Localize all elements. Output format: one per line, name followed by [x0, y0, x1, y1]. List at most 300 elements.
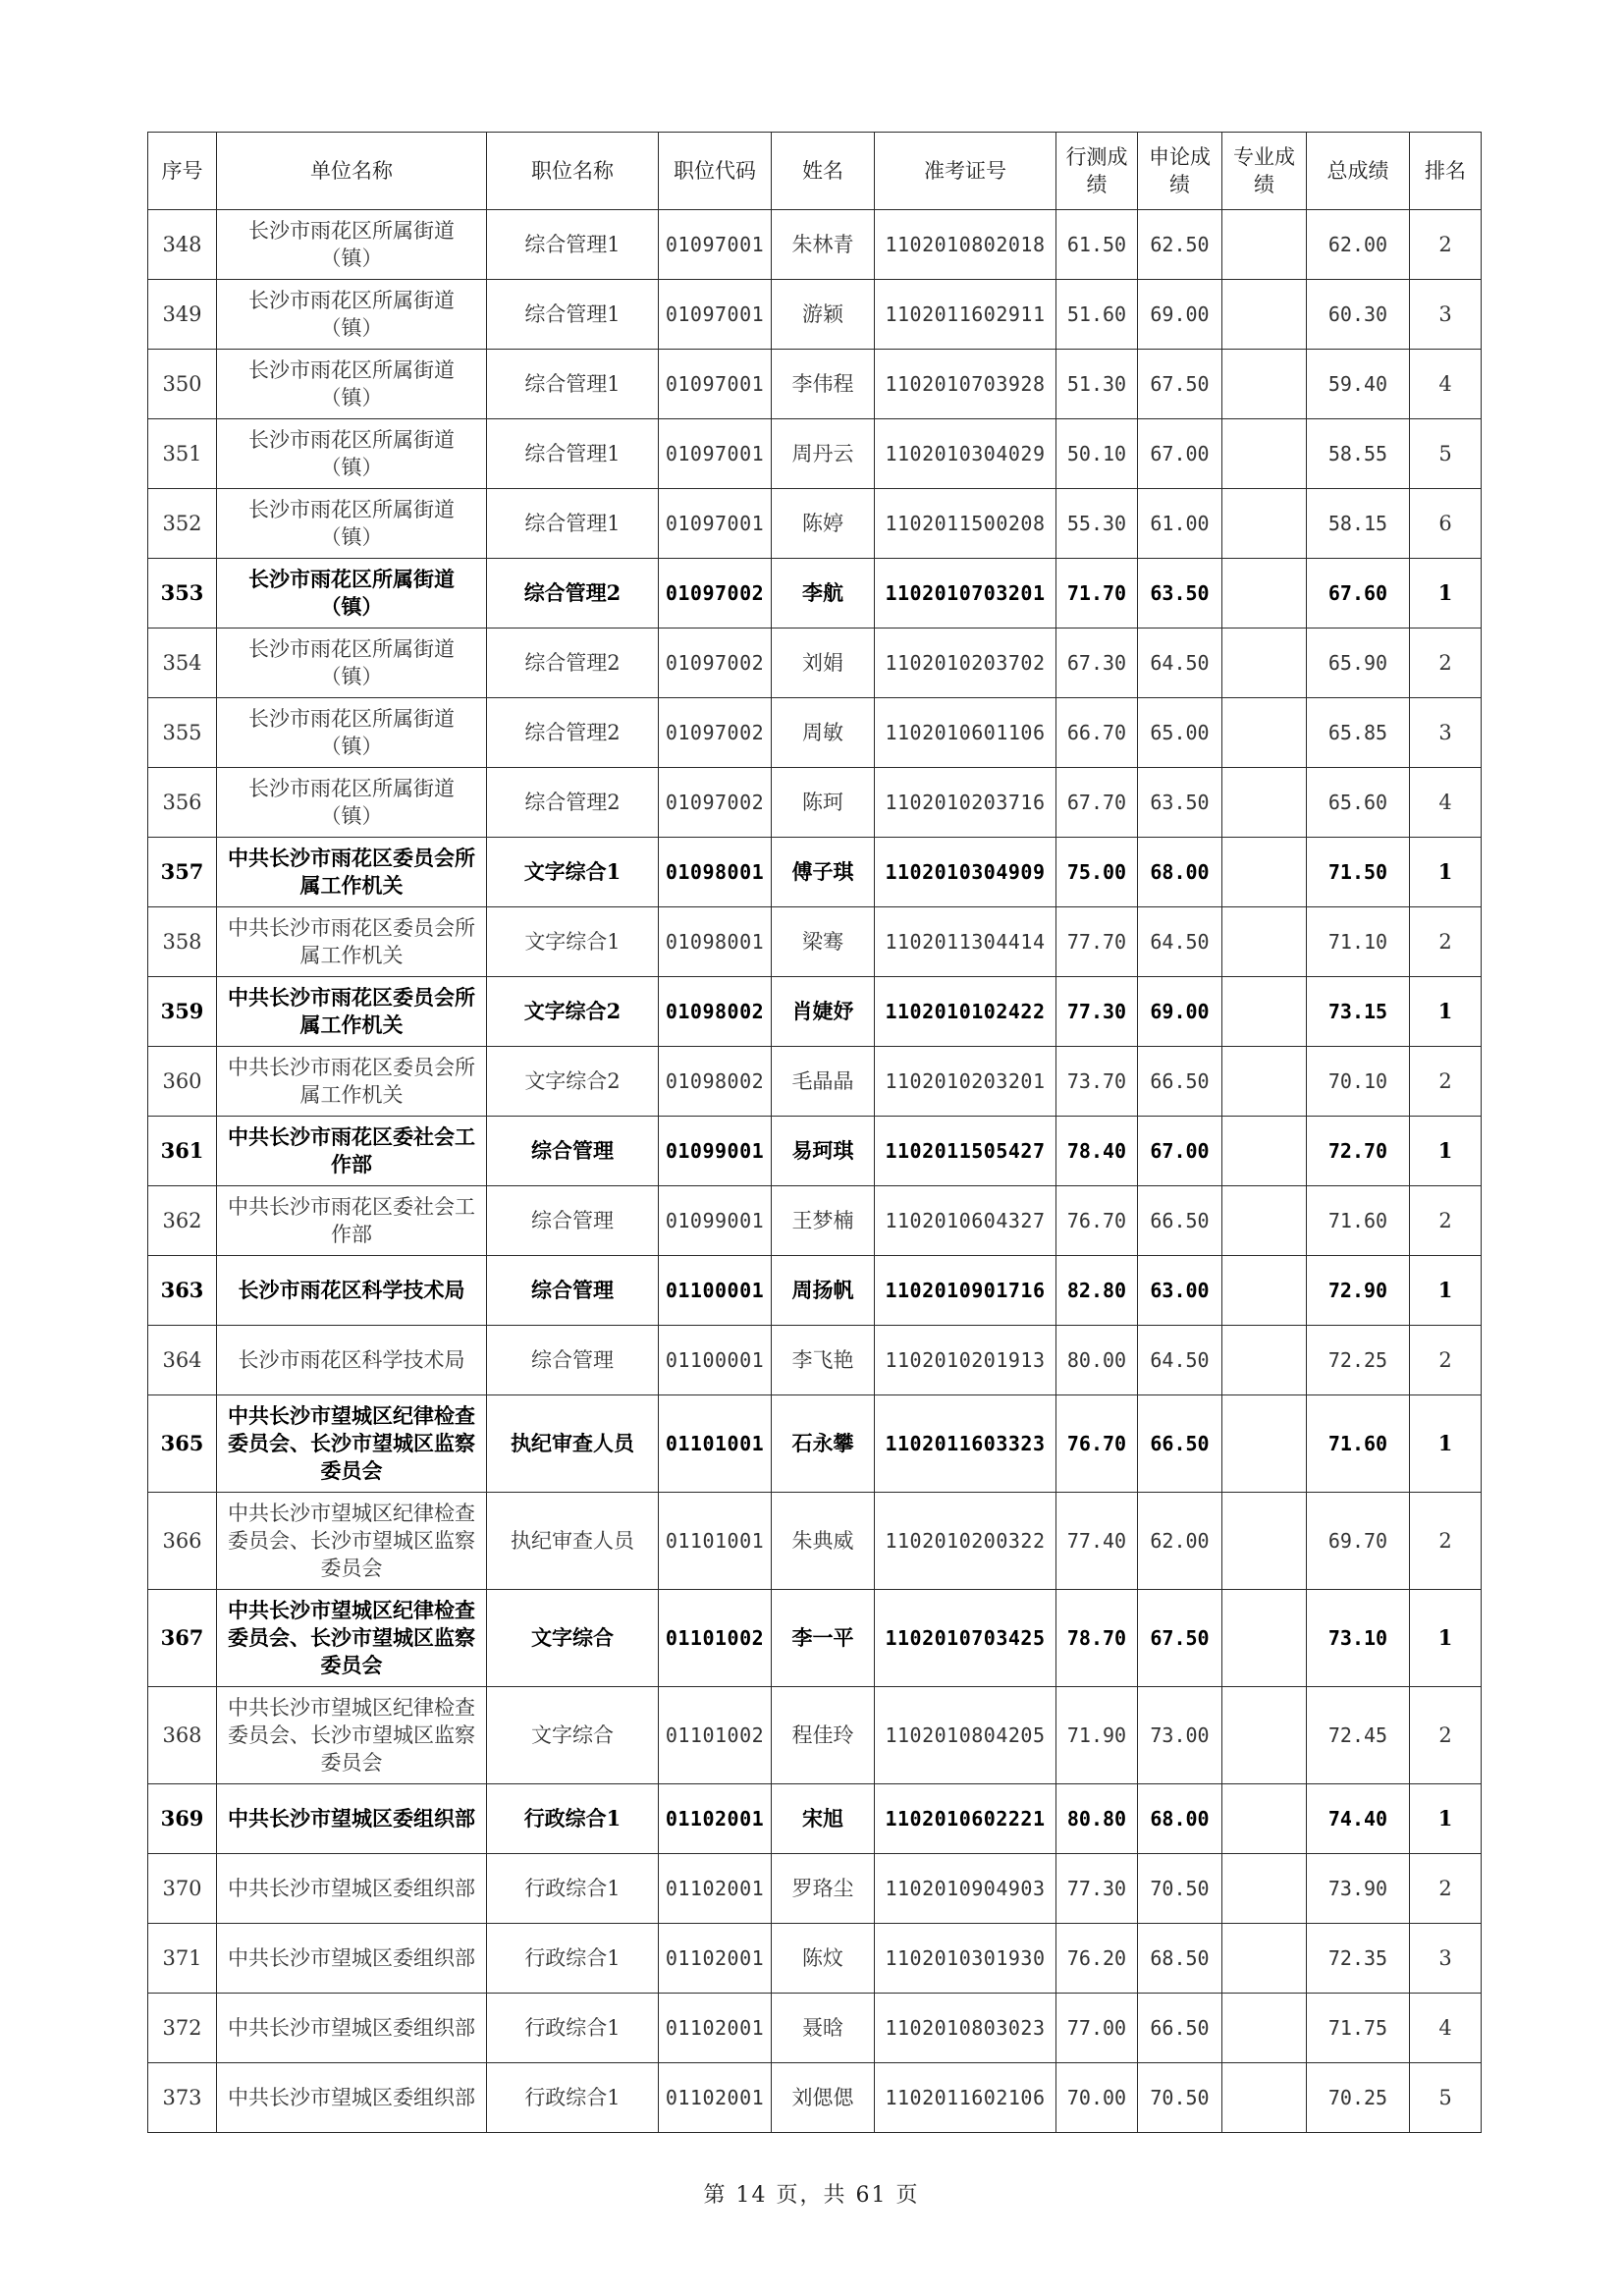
cell-seq: 370: [148, 1854, 217, 1924]
cell-sl: 66.50: [1138, 1994, 1222, 2063]
cell-unit: 长沙市雨花区所属街道（镇）: [217, 489, 487, 559]
cell-unit: 长沙市雨花区所属街道（镇）: [217, 419, 487, 489]
cell-position: 综合管理: [487, 1326, 659, 1395]
cell-rank: 2: [1410, 629, 1482, 698]
table-row: [148, 1326, 1482, 1395]
cell-seq: 364: [148, 1326, 217, 1395]
cell-sl: 66.50: [1138, 1186, 1222, 1256]
cell-seq: 372: [148, 1994, 217, 2063]
cell-position: 行政综合1: [487, 1784, 659, 1854]
table-row: [148, 977, 1482, 1047]
cell-unit: 长沙市雨花区科学技术局: [217, 1326, 487, 1395]
header-code: 职位代码: [659, 133, 772, 210]
cell-sl: 63.50: [1138, 559, 1222, 629]
cell-xc: 55.30: [1056, 489, 1138, 559]
cell-total: 62.00: [1307, 210, 1410, 280]
cell-rank: 5: [1410, 419, 1482, 489]
cell-position: 文字综合: [487, 1590, 659, 1687]
cell-zy: [1222, 489, 1307, 559]
table-body: [148, 210, 1482, 2133]
cell-ticket: 1102011603323: [875, 1395, 1056, 1493]
cell-position: 综合管理2: [487, 768, 659, 838]
cell-total: 73.10: [1307, 1590, 1410, 1687]
cell-ticket: 1102010802018: [875, 210, 1056, 280]
cell-seq: 355: [148, 698, 217, 768]
cell-rank: 1: [1410, 559, 1482, 629]
cell-name: 李伟程: [772, 350, 875, 419]
cell-rank: 1: [1410, 1256, 1482, 1326]
cell-sl: 68.00: [1138, 1784, 1222, 1854]
cell-seq: 365: [148, 1395, 217, 1493]
cell-seq: 360: [148, 1047, 217, 1117]
cell-xc: 80.00: [1056, 1326, 1138, 1395]
cell-seq: 363: [148, 1256, 217, 1326]
table-row: [148, 559, 1482, 629]
cell-sl: 69.00: [1138, 977, 1222, 1047]
table-row: [148, 1784, 1482, 1854]
cell-unit: 长沙市雨花区所属街道（镇）: [217, 280, 487, 350]
cell-zy: [1222, 768, 1307, 838]
cell-rank: 5: [1410, 2063, 1482, 2133]
cell-rank: 6: [1410, 489, 1482, 559]
cell-xc: 77.30: [1056, 977, 1138, 1047]
table-row: [148, 1590, 1482, 1687]
cell-name: 周敏: [772, 698, 875, 768]
cell-name: 李一平: [772, 1590, 875, 1687]
cell-xc: 77.70: [1056, 907, 1138, 977]
cell-position: 行政综合1: [487, 2063, 659, 2133]
cell-ticket: 1102010201913: [875, 1326, 1056, 1395]
cell-xc: 76.70: [1056, 1186, 1138, 1256]
cell-zy: [1222, 1493, 1307, 1590]
cell-name: 聂晗: [772, 1994, 875, 2063]
table-row: [148, 1047, 1482, 1117]
cell-zy: [1222, 1590, 1307, 1687]
cell-ticket: 1102010803023: [875, 1994, 1056, 2063]
table-row: [148, 210, 1482, 280]
cell-unit: 长沙市雨花区所属街道（镇）: [217, 629, 487, 698]
table-row: [148, 838, 1482, 907]
cell-rank: 2: [1410, 1186, 1482, 1256]
cell-xc: 50.10: [1056, 419, 1138, 489]
cell-ticket: 1102011602106: [875, 2063, 1056, 2133]
header-row: [148, 133, 1482, 210]
cell-code: 01099001: [659, 1186, 772, 1256]
cell-xc: 73.70: [1056, 1047, 1138, 1117]
cell-name: 易珂琪: [772, 1117, 875, 1186]
cell-zy: [1222, 350, 1307, 419]
cell-name: 陈珂: [772, 768, 875, 838]
cell-code: 01097001: [659, 210, 772, 280]
cell-xc: 51.30: [1056, 350, 1138, 419]
cell-total: 67.60: [1307, 559, 1410, 629]
cell-xc: 77.00: [1056, 1994, 1138, 2063]
cell-position: 文字综合1: [487, 838, 659, 907]
cell-unit: 长沙市雨花区所属街道（镇）: [217, 350, 487, 419]
table-row: [148, 907, 1482, 977]
cell-code: 01099001: [659, 1117, 772, 1186]
cell-total: 65.85: [1307, 698, 1410, 768]
cell-ticket: 1102010901716: [875, 1256, 1056, 1326]
cell-rank: 2: [1410, 1326, 1482, 1395]
cell-position: 综合管理: [487, 1186, 659, 1256]
cell-name: 陈婷: [772, 489, 875, 559]
cell-total: 74.40: [1307, 1784, 1410, 1854]
cell-name: 宋旭: [772, 1784, 875, 1854]
cell-xc: 67.30: [1056, 629, 1138, 698]
cell-total: 71.10: [1307, 907, 1410, 977]
cell-ticket: 1102010203702: [875, 629, 1056, 698]
table-row: [148, 1186, 1482, 1256]
cell-ticket: 1102010703425: [875, 1590, 1056, 1687]
table-row: [148, 1924, 1482, 1994]
cell-code: 01102001: [659, 1994, 772, 2063]
cell-unit: 中共长沙市望城区纪律检查委员会、长沙市望城区监察委员会: [217, 1493, 487, 1590]
cell-total: 65.90: [1307, 629, 1410, 698]
cell-code: 01102001: [659, 1784, 772, 1854]
cell-sl: 67.00: [1138, 1117, 1222, 1186]
cell-ticket: 1102010602221: [875, 1784, 1056, 1854]
cell-sl: 67.50: [1138, 350, 1222, 419]
cell-xc: 61.50: [1056, 210, 1138, 280]
table-row: [148, 768, 1482, 838]
cell-xc: 78.40: [1056, 1117, 1138, 1186]
cell-code: 01101001: [659, 1493, 772, 1590]
cell-total: 72.25: [1307, 1326, 1410, 1395]
cell-total: 65.60: [1307, 768, 1410, 838]
cell-unit: 中共长沙市雨花区委员会所属工作机关: [217, 838, 487, 907]
cell-zy: [1222, 2063, 1307, 2133]
cell-total: 58.55: [1307, 419, 1410, 489]
cell-unit: 中共长沙市望城区委组织部: [217, 1924, 487, 1994]
cell-xc: 71.90: [1056, 1687, 1138, 1784]
cell-ticket: 1102011304414: [875, 907, 1056, 977]
cell-ticket: 1102011505427: [875, 1117, 1056, 1186]
cell-unit: 中共长沙市雨花区委员会所属工作机关: [217, 907, 487, 977]
cell-seq: 351: [148, 419, 217, 489]
cell-code: 01097001: [659, 489, 772, 559]
cell-name: 王梦楠: [772, 1186, 875, 1256]
cell-zy: [1222, 210, 1307, 280]
cell-code: 01101002: [659, 1590, 772, 1687]
cell-seq: 352: [148, 489, 217, 559]
cell-unit: 中共长沙市望城区委组织部: [217, 1994, 487, 2063]
cell-position: 综合管理2: [487, 629, 659, 698]
cell-zy: [1222, 1047, 1307, 1117]
cell-name: 毛晶晶: [772, 1047, 875, 1117]
cell-position: 行政综合1: [487, 1854, 659, 1924]
cell-ticket: 1102010301930: [875, 1924, 1056, 1994]
cell-seq: 366: [148, 1493, 217, 1590]
cell-ticket: 1102010200322: [875, 1493, 1056, 1590]
cell-position: 行政综合1: [487, 1924, 659, 1994]
cell-total: 71.50: [1307, 838, 1410, 907]
cell-xc: 71.70: [1056, 559, 1138, 629]
cell-rank: 1: [1410, 1395, 1482, 1493]
cell-position: 综合管理: [487, 1117, 659, 1186]
table-row: [148, 1994, 1482, 2063]
cell-name: 梁骞: [772, 907, 875, 977]
cell-xc: 77.30: [1056, 1854, 1138, 1924]
cell-total: 72.90: [1307, 1256, 1410, 1326]
cell-seq: 361: [148, 1117, 217, 1186]
cell-total: 70.10: [1307, 1047, 1410, 1117]
cell-seq: 368: [148, 1687, 217, 1784]
cell-unit: 中共长沙市雨花区委员会所属工作机关: [217, 1047, 487, 1117]
header-total: 总成绩: [1307, 133, 1410, 210]
cell-rank: 2: [1410, 1493, 1482, 1590]
cell-code: 01101001: [659, 1395, 772, 1493]
cell-rank: 2: [1410, 210, 1482, 280]
cell-ticket: 1102010804205: [875, 1687, 1056, 1784]
cell-seq: 367: [148, 1590, 217, 1687]
cell-rank: 4: [1410, 350, 1482, 419]
cell-zy: [1222, 1924, 1307, 1994]
header-seq: 序号: [148, 133, 217, 210]
cell-sl: 68.50: [1138, 1924, 1222, 1994]
cell-unit: 长沙市雨花区科学技术局: [217, 1256, 487, 1326]
cell-unit: 中共长沙市望城区委组织部: [217, 1854, 487, 1924]
header-ticket: 准考证号: [875, 133, 1056, 210]
cell-xc: 80.80: [1056, 1784, 1138, 1854]
cell-name: 陈炆: [772, 1924, 875, 1994]
cell-name: 罗珞尘: [772, 1854, 875, 1924]
cell-rank: 1: [1410, 1784, 1482, 1854]
cell-name: 肖婕妤: [772, 977, 875, 1047]
cell-code: 01097002: [659, 559, 772, 629]
cell-code: 01102001: [659, 1854, 772, 1924]
cell-rank: 2: [1410, 1687, 1482, 1784]
cell-rank: 4: [1410, 768, 1482, 838]
cell-unit: 中共长沙市望城区委组织部: [217, 1784, 487, 1854]
cell-zy: [1222, 1186, 1307, 1256]
cell-sl: 61.00: [1138, 489, 1222, 559]
cell-sl: 65.00: [1138, 698, 1222, 768]
cell-sl: 63.00: [1138, 1256, 1222, 1326]
cell-code: 01098002: [659, 977, 772, 1047]
cell-xc: 82.80: [1056, 1256, 1138, 1326]
cell-code: 01097001: [659, 280, 772, 350]
cell-rank: 3: [1410, 280, 1482, 350]
cell-sl: 63.50: [1138, 768, 1222, 838]
cell-position: 综合管理1: [487, 489, 659, 559]
table-row: [148, 1687, 1482, 1784]
table-row: [148, 2063, 1482, 2133]
cell-name: 刘偲偲: [772, 2063, 875, 2133]
cell-total: 72.35: [1307, 1924, 1410, 1994]
cell-zy: [1222, 629, 1307, 698]
cell-sl: 67.50: [1138, 1590, 1222, 1687]
cell-zy: [1222, 1117, 1307, 1186]
cell-sl: 64.50: [1138, 629, 1222, 698]
cell-position: 综合管理1: [487, 280, 659, 350]
page-footer: 第 14 页，共 61 页: [703, 2183, 920, 2208]
cell-zy: [1222, 977, 1307, 1047]
cell-code: 01100001: [659, 1326, 772, 1395]
cell-seq: 349: [148, 280, 217, 350]
cell-rank: 1: [1410, 838, 1482, 907]
cell-ticket: 1102011602911: [875, 280, 1056, 350]
cell-seq: 358: [148, 907, 217, 977]
cell-seq: 357: [148, 838, 217, 907]
cell-total: 71.60: [1307, 1186, 1410, 1256]
cell-rank: 2: [1410, 907, 1482, 977]
cell-total: 73.90: [1307, 1854, 1410, 1924]
cell-rank: 1: [1410, 977, 1482, 1047]
table-row: [148, 350, 1482, 419]
cell-xc: 51.60: [1056, 280, 1138, 350]
cell-zy: [1222, 1784, 1307, 1854]
cell-xc: 76.20: [1056, 1924, 1138, 1994]
cell-rank: 1: [1410, 1117, 1482, 1186]
cell-code: 01098001: [659, 838, 772, 907]
cell-name: 周丹云: [772, 419, 875, 489]
cell-total: 59.40: [1307, 350, 1410, 419]
cell-ticket: 1102010703928: [875, 350, 1056, 419]
cell-name: 游颖: [772, 280, 875, 350]
header-xc: 行测成绩: [1056, 133, 1138, 210]
cell-ticket: 1102010703201: [875, 559, 1056, 629]
cell-name: 李航: [772, 559, 875, 629]
cell-name: 周扬帆: [772, 1256, 875, 1326]
cell-unit: 中共长沙市望城区纪律检查委员会、长沙市望城区监察委员会: [217, 1687, 487, 1784]
cell-position: 综合管理1: [487, 350, 659, 419]
cell-code: 01102001: [659, 1924, 772, 1994]
cell-ticket: 1102010203201: [875, 1047, 1056, 1117]
cell-name: 朱典威: [772, 1493, 875, 1590]
header-sl: 申论成绩: [1138, 133, 1222, 210]
cell-rank: 3: [1410, 1924, 1482, 1994]
cell-xc: 76.70: [1056, 1395, 1138, 1493]
table-row: [148, 1854, 1482, 1924]
cell-name: 朱林青: [772, 210, 875, 280]
header-zy: 专业成绩: [1222, 133, 1307, 210]
cell-name: 李飞艳: [772, 1326, 875, 1395]
cell-position: 综合管理1: [487, 419, 659, 489]
cell-ticket: 1102010203716: [875, 768, 1056, 838]
cell-zy: [1222, 419, 1307, 489]
score-table: [147, 132, 1482, 2133]
cell-total: 69.70: [1307, 1493, 1410, 1590]
cell-zy: [1222, 559, 1307, 629]
cell-position: 行政综合1: [487, 1994, 659, 2063]
cell-sl: 62.50: [1138, 210, 1222, 280]
cell-code: 01098001: [659, 907, 772, 977]
cell-xc: 70.00: [1056, 2063, 1138, 2133]
cell-unit: 长沙市雨花区所属街道（镇）: [217, 768, 487, 838]
cell-zy: [1222, 1326, 1307, 1395]
cell-code: 01097001: [659, 350, 772, 419]
cell-unit: 中共长沙市雨花区委社会工作部: [217, 1117, 487, 1186]
cell-xc: 66.70: [1056, 698, 1138, 768]
cell-ticket: 1102010304029: [875, 419, 1056, 489]
cell-total: 72.45: [1307, 1687, 1410, 1784]
cell-unit: 中共长沙市雨花区委员会所属工作机关: [217, 977, 487, 1047]
cell-ticket: 1102010102422: [875, 977, 1056, 1047]
cell-xc: 75.00: [1056, 838, 1138, 907]
cell-ticket: 1102010304909: [875, 838, 1056, 907]
cell-total: 71.60: [1307, 1395, 1410, 1493]
cell-position: 综合管理: [487, 1256, 659, 1326]
cell-unit: 中共长沙市雨花区委社会工作部: [217, 1186, 487, 1256]
table-row: [148, 1117, 1482, 1186]
cell-sl: 66.50: [1138, 1047, 1222, 1117]
cell-zy: [1222, 698, 1307, 768]
cell-unit: 中共长沙市望城区委组织部: [217, 2063, 487, 2133]
cell-unit: 长沙市雨花区所属街道（镇）: [217, 559, 487, 629]
cell-rank: 3: [1410, 698, 1482, 768]
cell-zy: [1222, 1687, 1307, 1784]
table-row: [148, 489, 1482, 559]
table-row: [148, 419, 1482, 489]
cell-code: 01097002: [659, 768, 772, 838]
cell-seq: 348: [148, 210, 217, 280]
cell-unit: 长沙市雨花区所属街道（镇）: [217, 698, 487, 768]
table-row: [148, 629, 1482, 698]
cell-rank: 1: [1410, 1590, 1482, 1687]
cell-sl: 70.50: [1138, 2063, 1222, 2133]
cell-code: 01098002: [659, 1047, 772, 1117]
cell-zy: [1222, 280, 1307, 350]
cell-sl: 73.00: [1138, 1687, 1222, 1784]
cell-zy: [1222, 1395, 1307, 1493]
table-row: [148, 1256, 1482, 1326]
cell-total: 72.70: [1307, 1117, 1410, 1186]
cell-xc: 78.70: [1056, 1590, 1138, 1687]
cell-unit: 中共长沙市望城区纪律检查委员会、长沙市望城区监察委员会: [217, 1395, 487, 1493]
cell-position: 综合管理2: [487, 698, 659, 768]
cell-rank: 4: [1410, 1994, 1482, 2063]
cell-zy: [1222, 838, 1307, 907]
cell-position: 综合管理2: [487, 559, 659, 629]
cell-seq: 353: [148, 559, 217, 629]
cell-total: 73.15: [1307, 977, 1410, 1047]
cell-code: 01097001: [659, 419, 772, 489]
cell-code: 01101002: [659, 1687, 772, 1784]
cell-seq: 354: [148, 629, 217, 698]
table-row: [148, 698, 1482, 768]
cell-code: 01097002: [659, 629, 772, 698]
cell-sl: 64.50: [1138, 1326, 1222, 1395]
table-row: [148, 280, 1482, 350]
cell-position: 文字综合1: [487, 907, 659, 977]
header-rank: 排名: [1410, 133, 1482, 210]
cell-total: 70.25: [1307, 2063, 1410, 2133]
cell-position: 综合管理1: [487, 210, 659, 280]
cell-rank: 2: [1410, 1047, 1482, 1117]
cell-position: 文字综合: [487, 1687, 659, 1784]
cell-seq: 359: [148, 977, 217, 1047]
cell-sl: 67.00: [1138, 419, 1222, 489]
cell-seq: 369: [148, 1784, 217, 1854]
cell-xc: 77.40: [1056, 1493, 1138, 1590]
table-row: [148, 1493, 1482, 1590]
cell-seq: 371: [148, 1924, 217, 1994]
cell-position: 执纪审查人员: [487, 1395, 659, 1493]
cell-name: 石永攀: [772, 1395, 875, 1493]
cell-ticket: 1102011500208: [875, 489, 1056, 559]
cell-sl: 62.00: [1138, 1493, 1222, 1590]
header-position: 职位名称: [487, 133, 659, 210]
cell-zy: [1222, 1256, 1307, 1326]
cell-seq: 373: [148, 2063, 217, 2133]
cell-sl: 70.50: [1138, 1854, 1222, 1924]
cell-sl: 66.50: [1138, 1395, 1222, 1493]
cell-position: 文字综合2: [487, 1047, 659, 1117]
cell-position: 文字综合2: [487, 977, 659, 1047]
cell-code: 01100001: [659, 1256, 772, 1326]
cell-xc: 67.70: [1056, 768, 1138, 838]
